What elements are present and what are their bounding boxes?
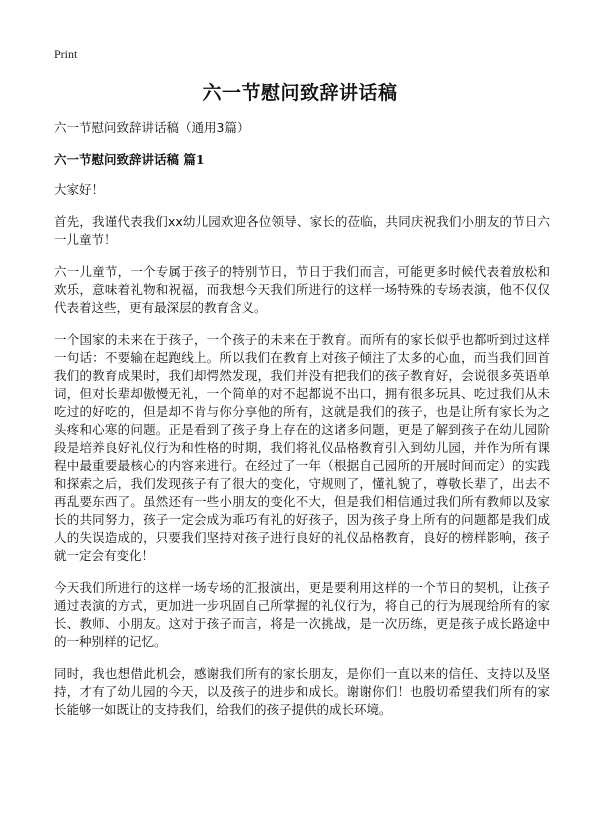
document-body <box>54 119 550 733</box>
paragraph-greeting: 大家好！ <box>54 182 105 197</box>
paragraph: 一个国家的未来在于孩子，一个孩子的未来在于教育。而所有的家长似乎也都听到过这样一句话：不要输在起跑线上。所以我们在教育上对孩子倾注了太多的心血，而当我们回首我们的教育成果时，我们却愕然发现，我们并没有把我们的孩子教育好，会说很多英语单词，但对长辈却傲慢无礼，一个简单的对不起都说不出口，拥有很多玩具、吃过我们从未吃过的好吃的，但是却不肯与你分享他的所有，这就是我们的孩子，也是让所有家长为之头疼和心寒的问题。正是看到了孩子身上存在的这诸多问题，更是了解到孩子在幼儿园阶段是培养良好礼仪行为和性格的时期，我们将礼仪品格教育引入到幼儿园，并作为所有课程中最重要最核心的内容来进行。在经过了一年（根据自己园所的开展时间而定）的实践和探索之后，我们发现孩子有了很大的变化，守规则了，懂礼貌了，尊敬长辈了，出去不再乱要东西了。虽然还有一些小朋友的变化不大，但是我们相信通过我们所有教师以及家长的共同努力，孩子一定会成为乖巧有礼的好孩子，因为孩子身上所有的问题都是我们成人的失误造成的，只要我们坚持对孩子进行良好的礼仪品格教育，良好的榜样影响，孩子就一定会有变化！ <box>54 332 550 563</box>
section-heading-text: 六一节慰问致辞讲话稿 <box>54 152 180 167</box>
print-link[interactable]: Print <box>54 47 78 61</box>
paragraph: 今天我们所进行的这样一场专场的汇报演出，更是要利用这样的一个节日的契机，让孩子通过表演的方式，更加进一步巩固自己所掌握的礼仪行为，将自己的行为展现给所有的家长、教师、小朋友。这对于孩子而言，将是一次挑战，是一次历练，更是孩子成长路途中的一种别样的记忆。 <box>54 580 550 649</box>
paragraph: 同时，我也想借此机会，感谢我们所有的家长朋友，是你们一直以来的信任、支持以及坚持，才有了幼儿园的今天，以及孩子的进步和成长。谢谢你们！也殷切希望我们所有的家长能够一如既让的支持我们，给我们的孩子提供的成长环境。 <box>54 666 550 717</box>
section-heading <box>54 151 550 169</box>
section-part-label: 篇1 <box>183 152 205 167</box>
page-title: 六一节慰问致辞讲话稿 <box>202 82 398 104</box>
paragraph: 首先，我谨代表我们xx幼儿园欢迎各位领导、家长的莅临，共同庆祝我们小朋友的节日六一儿童节！ <box>54 214 550 247</box>
paragraph: 六一儿童节，一个专属于孩子的特别节日，节日于我们而言，可能更多时候代表着放松和欢乐，意味着礼物和祝福，而我想今天我们所进行的这样一场特殊的专场表演，他不仅仅代表着这些，更有最深层的教育含义。 <box>54 264 550 315</box>
document-subtitle: 六一节慰问致辞讲话稿（通用3篇） <box>54 120 250 135</box>
